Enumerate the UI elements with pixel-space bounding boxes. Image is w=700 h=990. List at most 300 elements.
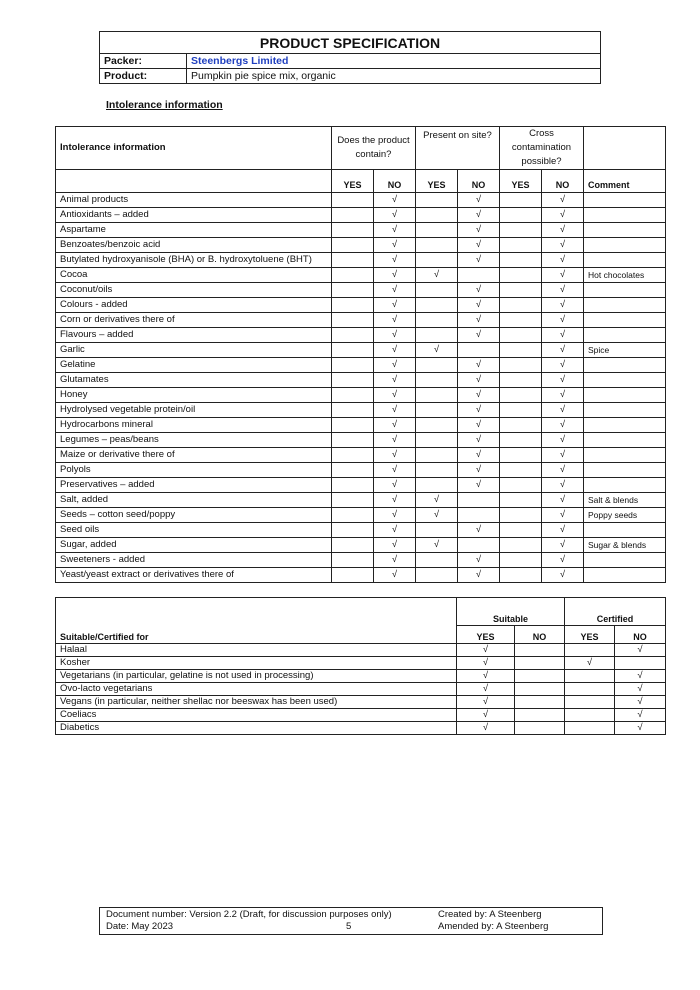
contain-yes-cell <box>332 343 374 358</box>
suitable-table <box>55 597 666 735</box>
certified-no-header: NO <box>615 626 666 644</box>
intolerance-comment: Spice <box>584 343 666 358</box>
site-no-cell <box>458 493 500 508</box>
check-mark: √ <box>374 223 416 238</box>
intolerance-row <box>56 238 666 253</box>
section-title: Intolerance information <box>106 99 223 111</box>
check-mark: √ <box>374 208 416 223</box>
check-mark: √ <box>615 670 666 683</box>
intolerance-comment <box>584 328 666 343</box>
check-mark: √ <box>458 313 500 328</box>
site-no-cell <box>458 268 500 283</box>
cross-yes-cell <box>500 553 542 568</box>
cross-yes-cell <box>500 313 542 328</box>
cross-yes-cell <box>500 373 542 388</box>
contain-yes-cell <box>332 238 374 253</box>
contain-yes-cell <box>332 433 374 448</box>
suitable-no-cell <box>515 644 565 657</box>
site-yes-cell <box>416 373 458 388</box>
contain-yes-cell <box>332 463 374 478</box>
check-mark: √ <box>458 523 500 538</box>
suitable-blank-row <box>56 598 666 614</box>
check-mark: √ <box>374 523 416 538</box>
intolerance-yesno-row <box>56 170 666 193</box>
certified-yes-cell <box>565 709 615 722</box>
check-mark: √ <box>374 508 416 523</box>
intolerance-comment <box>584 223 666 238</box>
check-mark: √ <box>416 508 458 523</box>
check-mark: √ <box>542 208 584 223</box>
intolerance-item-label: Cocoa <box>56 268 332 283</box>
check-mark: √ <box>458 478 500 493</box>
cross-yes-cell <box>500 463 542 478</box>
check-mark: √ <box>458 328 500 343</box>
check-mark: √ <box>457 644 515 657</box>
intolerance-comment <box>584 253 666 268</box>
intolerance-comment <box>584 388 666 403</box>
contain-yes-cell <box>332 223 374 238</box>
check-mark: √ <box>374 268 416 283</box>
cross-yes-cell <box>500 433 542 448</box>
suitable-header: Suitable <box>457 613 565 626</box>
check-mark: √ <box>458 283 500 298</box>
check-mark: √ <box>615 644 666 657</box>
check-mark: √ <box>542 223 584 238</box>
check-mark: √ <box>542 448 584 463</box>
intolerance-row <box>56 508 666 523</box>
intolerance-item-label: Sweeteners - added <box>56 553 332 568</box>
check-mark: √ <box>458 373 500 388</box>
check-mark: √ <box>458 403 500 418</box>
cross-yes-cell <box>500 238 542 253</box>
intolerance-comment: Hot chocolates <box>584 268 666 283</box>
site-yes-cell <box>416 328 458 343</box>
check-mark: √ <box>542 493 584 508</box>
cross-yes-cell <box>500 568 542 583</box>
contain-yes-cell <box>332 298 374 313</box>
site-no-header: NO <box>458 170 500 193</box>
check-mark: √ <box>542 568 584 583</box>
certified-yes-cell <box>565 644 615 657</box>
intolerance-row <box>56 313 666 328</box>
site-no-cell <box>458 508 500 523</box>
suitable-no-header: NO <box>515 626 565 644</box>
check-mark: √ <box>374 283 416 298</box>
check-mark: √ <box>374 193 416 208</box>
cross-no-header: NO <box>542 170 584 193</box>
contain-yes-cell <box>332 493 374 508</box>
site-yes-cell <box>416 388 458 403</box>
intolerance-comment <box>584 373 666 388</box>
check-mark: √ <box>542 388 584 403</box>
check-mark: √ <box>458 193 500 208</box>
check-mark: √ <box>542 283 584 298</box>
intolerance-row <box>56 418 666 433</box>
suitable-no-cell <box>515 722 565 735</box>
check-mark: √ <box>458 238 500 253</box>
intolerance-item-label: Butylated hydroxyanisole (BHA) or B. hydroxytoluene (BHT) <box>56 253 332 268</box>
intolerance-comment <box>584 193 666 208</box>
suitable-no-cell <box>515 696 565 709</box>
check-mark: √ <box>458 253 500 268</box>
document-footer <box>99 907 603 935</box>
check-mark: √ <box>374 478 416 493</box>
contain-yes-cell <box>332 373 374 388</box>
footer-amended-by: Amended by: A Steenberg <box>438 921 549 932</box>
intolerance-row <box>56 403 666 418</box>
suitable-row <box>56 709 666 722</box>
suitable-item-label: Diabetics <box>56 722 457 735</box>
check-mark: √ <box>457 709 515 722</box>
check-mark: √ <box>374 418 416 433</box>
cross-yes-header: YES <box>500 170 542 193</box>
check-mark: √ <box>458 298 500 313</box>
check-mark: √ <box>458 463 500 478</box>
contain-yes-cell <box>332 208 374 223</box>
intolerance-item-label: Animal products <box>56 193 332 208</box>
intolerance-row <box>56 268 666 283</box>
intolerance-row <box>56 283 666 298</box>
yesno-spacer <box>56 170 332 193</box>
intolerance-item-label: Antioxidants – added <box>56 208 332 223</box>
contain-yes-cell <box>332 403 374 418</box>
cross-header: Cross contamination possible? <box>500 127 584 170</box>
intolerance-item-label: Yeast/yeast extract or derivatives there of <box>56 568 332 583</box>
intolerance-row <box>56 448 666 463</box>
intolerance-item-label: Hydrocarbons mineral <box>56 418 332 433</box>
blank-cell <box>565 598 666 614</box>
intolerance-comment <box>584 568 666 583</box>
cross-yes-cell <box>500 208 542 223</box>
check-mark: √ <box>542 238 584 253</box>
intolerance-item-label: Legumes – peas/beans <box>56 433 332 448</box>
check-mark: √ <box>458 568 500 583</box>
check-mark: √ <box>542 418 584 433</box>
site-yes-cell <box>416 238 458 253</box>
check-mark: √ <box>542 523 584 538</box>
intolerance-item-label: Seeds – cotton seed/poppy <box>56 508 332 523</box>
intolerance-item-label: Polyols <box>56 463 332 478</box>
comment-header-spacer <box>584 127 666 170</box>
contain-yes-cell <box>332 253 374 268</box>
suitable-row <box>56 722 666 735</box>
check-mark: √ <box>374 253 416 268</box>
cross-yes-cell <box>500 403 542 418</box>
intolerance-item-label: Colours - added <box>56 298 332 313</box>
contain-no-header: NO <box>374 170 416 193</box>
check-mark: √ <box>457 670 515 683</box>
check-mark: √ <box>457 683 515 696</box>
check-mark: √ <box>542 358 584 373</box>
check-mark: √ <box>458 553 500 568</box>
suitable-yesno-row <box>56 626 666 644</box>
intolerance-row <box>56 208 666 223</box>
suitable-yes-header: YES <box>457 626 515 644</box>
site-yes-cell <box>416 253 458 268</box>
check-mark: √ <box>374 238 416 253</box>
site-yes-cell <box>416 433 458 448</box>
cross-yes-cell <box>500 268 542 283</box>
check-mark: √ <box>374 448 416 463</box>
intolerance-comment <box>584 433 666 448</box>
site-yes-cell <box>416 403 458 418</box>
site-yes-cell <box>416 463 458 478</box>
intolerance-row <box>56 568 666 583</box>
spec-header-table <box>99 31 601 84</box>
check-mark: √ <box>615 709 666 722</box>
check-mark: √ <box>416 343 458 358</box>
check-mark: √ <box>542 298 584 313</box>
blank-cell <box>56 613 457 626</box>
intolerance-table <box>55 126 666 583</box>
suitable-group-row <box>56 613 666 626</box>
cross-yes-cell <box>500 223 542 238</box>
blank-cell <box>457 598 565 614</box>
check-mark: √ <box>374 388 416 403</box>
footer-page-number: 5 <box>346 921 352 932</box>
suitable-row <box>56 696 666 709</box>
intolerance-comment: Poppy seeds <box>584 508 666 523</box>
intolerance-item-label: Maize or derivative there of <box>56 448 332 463</box>
contain-header: Does the product contain? <box>332 127 416 170</box>
contain-yes-cell <box>332 538 374 553</box>
packer-label: Packer: <box>100 54 187 69</box>
check-mark: √ <box>374 328 416 343</box>
contain-yes-cell <box>332 508 374 523</box>
check-mark: √ <box>542 508 584 523</box>
intolerance-comment <box>584 313 666 328</box>
suitable-item-label: Coeliacs <box>56 709 457 722</box>
contain-yes-cell <box>332 568 374 583</box>
suitable-item-label: Kosher <box>56 657 457 670</box>
check-mark: √ <box>542 463 584 478</box>
cross-yes-cell <box>500 493 542 508</box>
check-mark: √ <box>542 313 584 328</box>
intolerance-item-label: Gelatine <box>56 358 332 373</box>
intolerance-row <box>56 553 666 568</box>
contain-yes-cell <box>332 328 374 343</box>
check-mark: √ <box>374 313 416 328</box>
intolerance-item-label: Coconut/oils <box>56 283 332 298</box>
certified-yes-header: YES <box>565 626 615 644</box>
check-mark: √ <box>458 448 500 463</box>
contain-yes-header: YES <box>332 170 374 193</box>
intolerance-comment <box>584 238 666 253</box>
suitable-item-label: Halaal <box>56 644 457 657</box>
check-mark: √ <box>374 493 416 508</box>
product-label: Product: <box>100 69 187 84</box>
check-mark: √ <box>457 722 515 735</box>
check-mark: √ <box>542 253 584 268</box>
contain-yes-cell <box>332 268 374 283</box>
check-mark: √ <box>416 538 458 553</box>
intolerance-comment <box>584 403 666 418</box>
check-mark: √ <box>542 538 584 553</box>
site-no-cell <box>458 343 500 358</box>
check-mark: √ <box>458 388 500 403</box>
site-yes-cell <box>416 478 458 493</box>
comment-header: Comment <box>584 170 666 193</box>
footer-date: Date: May 2023 <box>106 921 174 932</box>
contain-yes-cell <box>332 418 374 433</box>
contain-yes-cell <box>332 553 374 568</box>
check-mark: √ <box>542 373 584 388</box>
intolerance-item-label: Honey <box>56 388 332 403</box>
contain-yes-cell <box>332 523 374 538</box>
page-title: PRODUCT SPECIFICATION <box>100 32 601 54</box>
cross-yes-cell <box>500 193 542 208</box>
cross-yes-cell <box>500 253 542 268</box>
intolerance-row <box>56 478 666 493</box>
intolerance-row <box>56 193 666 208</box>
intolerance-item-label: Glutamates <box>56 373 332 388</box>
intolerance-row <box>56 223 666 238</box>
intolerance-item-label: Hydrolysed vegetable protein/oil <box>56 403 332 418</box>
cross-yes-cell <box>500 358 542 373</box>
intolerance-comment: Sugar & blends <box>584 538 666 553</box>
check-mark: √ <box>542 433 584 448</box>
certified-yes-cell <box>565 683 615 696</box>
contain-yes-cell <box>332 478 374 493</box>
cross-yes-cell <box>500 478 542 493</box>
check-mark: √ <box>458 433 500 448</box>
check-mark: √ <box>374 343 416 358</box>
check-mark: √ <box>542 403 584 418</box>
site-yes-cell <box>416 553 458 568</box>
site-yes-header: YES <box>416 170 458 193</box>
check-mark: √ <box>457 696 515 709</box>
contain-yes-cell <box>332 193 374 208</box>
contain-yes-cell <box>332 313 374 328</box>
suitable-no-cell <box>515 709 565 722</box>
check-mark: √ <box>615 696 666 709</box>
check-mark: √ <box>458 208 500 223</box>
check-mark: √ <box>416 493 458 508</box>
intolerance-comment <box>584 283 666 298</box>
site-yes-cell <box>416 448 458 463</box>
suitable-row <box>56 670 666 683</box>
site-yes-cell <box>416 418 458 433</box>
check-mark: √ <box>615 683 666 696</box>
site-no-cell <box>458 538 500 553</box>
suitable-no-cell <box>515 683 565 696</box>
intolerance-item-label: Benzoates/benzoic acid <box>56 238 332 253</box>
site-yes-cell <box>416 313 458 328</box>
site-yes-cell <box>416 223 458 238</box>
check-mark: √ <box>374 538 416 553</box>
contain-yes-cell <box>332 448 374 463</box>
certified-no-cell <box>615 657 666 670</box>
intolerance-row <box>56 253 666 268</box>
intolerance-row <box>56 328 666 343</box>
check-mark: √ <box>542 478 584 493</box>
site-header: Present on site? <box>416 127 500 170</box>
certified-yes-cell <box>565 670 615 683</box>
intolerance-item-label: Seed oils <box>56 523 332 538</box>
cross-yes-cell <box>500 418 542 433</box>
suitable-item-label: Vegans (in particular, neither shellac nor beeswax has been used) <box>56 696 457 709</box>
intolerance-row <box>56 388 666 403</box>
check-mark: √ <box>458 223 500 238</box>
suitable-item-label: Vegetarians (in particular, gelatine is not used in processing) <box>56 670 457 683</box>
intolerance-item-label: Preservatives – added <box>56 478 332 493</box>
intolerance-row <box>56 433 666 448</box>
intolerance-comment <box>584 298 666 313</box>
certified-yes-cell <box>565 696 615 709</box>
cross-yes-cell <box>500 538 542 553</box>
check-mark: √ <box>565 657 615 670</box>
intolerance-item-label: Flavours – added <box>56 328 332 343</box>
certified-header: Certified <box>565 613 666 626</box>
intolerance-header-label: Intolerance information <box>56 127 332 170</box>
intolerance-header-row <box>56 127 666 170</box>
cross-yes-cell <box>500 448 542 463</box>
intolerance-row <box>56 523 666 538</box>
check-mark: √ <box>374 553 416 568</box>
suitable-item-label: Ovo-lacto vegetarians <box>56 683 457 696</box>
intolerance-comment: Salt & blends <box>584 493 666 508</box>
cross-yes-cell <box>500 508 542 523</box>
cross-yes-cell <box>500 283 542 298</box>
intolerance-comment <box>584 448 666 463</box>
suitable-row <box>56 657 666 670</box>
check-mark: √ <box>374 358 416 373</box>
check-mark: √ <box>542 328 584 343</box>
intolerance-comment <box>584 358 666 373</box>
site-yes-cell <box>416 358 458 373</box>
suitable-no-cell <box>515 657 565 670</box>
suitable-row <box>56 644 666 657</box>
cross-yes-cell <box>500 388 542 403</box>
intolerance-comment <box>584 463 666 478</box>
contain-yes-cell <box>332 388 374 403</box>
intolerance-row <box>56 373 666 388</box>
intolerance-item-label: Aspartame <box>56 223 332 238</box>
intolerance-comment <box>584 478 666 493</box>
check-mark: √ <box>542 268 584 283</box>
product-value: Pumpkin pie spice mix, organic <box>187 69 601 84</box>
suitable-row <box>56 683 666 696</box>
check-mark: √ <box>542 343 584 358</box>
check-mark: √ <box>458 358 500 373</box>
check-mark: √ <box>458 418 500 433</box>
site-yes-cell <box>416 193 458 208</box>
site-yes-cell <box>416 298 458 313</box>
suitable-body <box>56 644 666 735</box>
site-yes-cell <box>416 568 458 583</box>
check-mark: √ <box>615 722 666 735</box>
intolerance-row <box>56 343 666 358</box>
cross-yes-cell <box>500 328 542 343</box>
packer-value: Steenbergs Limited <box>187 54 601 69</box>
intolerance-comment <box>584 553 666 568</box>
check-mark: √ <box>542 193 584 208</box>
intolerance-row <box>56 538 666 553</box>
intolerance-body <box>56 193 666 583</box>
blank-cell <box>56 598 457 614</box>
intolerance-item-label: Sugar, added <box>56 538 332 553</box>
check-mark: √ <box>416 268 458 283</box>
check-mark: √ <box>542 553 584 568</box>
contain-yes-cell <box>332 283 374 298</box>
check-mark: √ <box>374 463 416 478</box>
cross-yes-cell <box>500 523 542 538</box>
cross-yes-cell <box>500 298 542 313</box>
site-yes-cell <box>416 523 458 538</box>
suitable-header-label: Suitable/Certified for <box>56 626 457 644</box>
site-yes-cell <box>416 208 458 223</box>
contain-yes-cell <box>332 358 374 373</box>
